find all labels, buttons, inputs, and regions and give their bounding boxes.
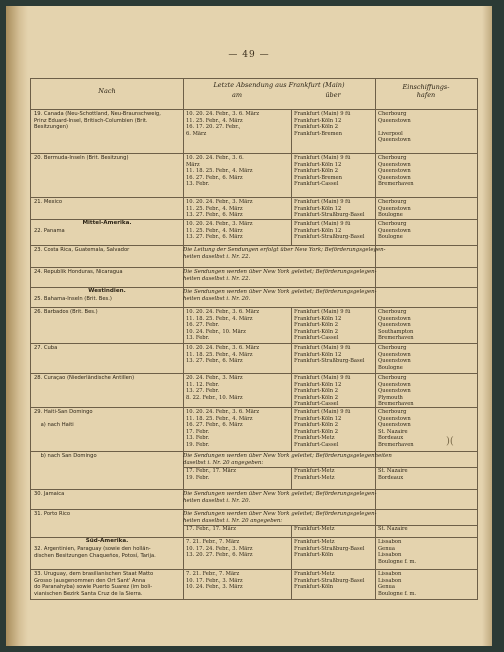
- dispatch-route: Frankfurt-Metz Frankfurt-Metz: [294, 468, 335, 481]
- country-name: 19. Canada (Neu-Schottland, Neu-Braunschweig, Prinz Eduard-Insel, Britisch-Columbien (Brit. Besitzungen): [34, 111, 161, 131]
- embarkation-port: Cherbourg Queenstown Queenstown Boulogne: [378, 345, 411, 371]
- col-divider: [375, 525, 376, 537]
- embarkation-port: Cherbourg Queenstown Liverpool Queenstown: [378, 111, 411, 144]
- dispatch-dates: 10. 20. 24. Febr., 3. 6. März 11. 18. 25. Febr., 4. März 16. 27. Febr., 6. März 17. Febr. 13. Febr. 19. Febr.: [186, 409, 260, 448]
- country-name: 29. Haiti-San Domingo a) nach Haiti: [34, 409, 93, 429]
- routing-note: Die Sendungen werden über New York geleitet; Beförderungsgelegenheiten daselbst i. Nr. 20 angegeben:: [183, 453, 392, 466]
- header-port: Einschiffungs- hafen: [402, 83, 450, 99]
- country-name: 31. Porto Rico: [34, 511, 71, 517]
- col-divider: [291, 569, 292, 599]
- row-divider: [31, 451, 477, 452]
- section-heading: Süd-Amerika.: [85, 538, 129, 544]
- country-name: 33. Uruguay, dem brasilianischen Staat Matto Grosso (ausgenommen den Ort Sant' Anna do Paranahyba) sowie Puerto Suarez (im boli- vianischen Bezirk Santa Cruz de la Sierra.: [34, 571, 154, 597]
- col-divider: [291, 467, 292, 489]
- dispatch-route: Frankfurt (Main) 9 fü Frankfurt-Köln 12 Frankfurt-Köln 2 Frankfurt-Köln 2 Frankfurt-Metz Frankfurt-Cassel: [294, 409, 351, 448]
- embarkation-port: Cherbourg Queenstown Queenstown Queenstown Bremerhaven: [378, 155, 414, 188]
- col-divider: [291, 197, 292, 219]
- dispatch-route: Frankfurt-Metz Frankfurt-Straßburg-Basel Frankfurt-Köln: [294, 539, 365, 559]
- embarkation-port: Lissabon Genua Lissabon Boulogne f. m.: [378, 539, 417, 565]
- document-page: [6, 6, 492, 646]
- dispatch-dates: 7. 21. Febr., 7. März 10. 17. 24. Febr., 3. März 13. 20. 27. Febr., 6. März: [186, 539, 253, 559]
- country-name: 23. Costa Rica, Guatemala, Salvador: [34, 247, 130, 253]
- dispatch-dates: 10. 20. 24. Febr., 3. 6. März 11. 18. 25. Febr., 4. März 13. 27. Febr., 6. März: [186, 345, 260, 365]
- routing-note: Die Sendungen werden über New York geleitet; Beförderungsgelegen- heiten daselbst i. Nr. 20.: [183, 491, 377, 504]
- col-divider: [291, 525, 292, 537]
- embarkation-port: St. Nazaire: [378, 526, 408, 532]
- row-divider: [31, 307, 477, 308]
- embarkation-port: Cherbourg Queenstown Queenstown St. Nazaire Bordeaux Bremerhaven: [378, 409, 414, 448]
- embarkation-port: Cherbourg Queenstown Boulogne: [378, 199, 411, 219]
- dispatch-route: Frankfurt (Main) 9 fü Frankfurt-Köln 12 Frankfurt-Köln 2 Frankfurt-Bremen Frankfurt-Cassel: [294, 155, 351, 188]
- page-number: — 49 —: [228, 50, 270, 60]
- dispatch-dates: 10. 20. 24. Febr., 3. 6. März 11. 25. Febr., 4. März 16. 17. 20. 27. Febr., 6. März: [186, 111, 260, 137]
- country-name: 21. Mexico: [34, 199, 63, 205]
- row-divider: [31, 599, 477, 600]
- country-name: 22. Panama: [34, 228, 65, 234]
- row-divider: [31, 267, 477, 268]
- dispatch-route: Frankfurt (Main) 9 fü Frankfurt-Köln 12 Frankfurt-Köln 2 Frankfurt-Bremen: [294, 111, 351, 137]
- section-heading: Mittel-Amerika.: [82, 220, 132, 226]
- dispatch-route: Frankfurt (Main) 9 fü Frankfurt-Köln 12 Frankfurt-Köln 2 Frankfurt-Köln 2 Frankfurt-Cassel: [294, 375, 351, 407]
- country-name: 24. Republik Honduras, Nicaragua: [34, 269, 123, 275]
- embarkation-port: Lissabon Lissabon Genua Boulogne f. m.: [378, 571, 417, 597]
- dispatch-dates: 10. 20. 24. Febr., 3. 6. März 11. 18. 25. Febr., 4. März 16. 27. Febr. 10. 24. Febr., 10. März 13. Febr.: [186, 309, 260, 342]
- dispatch-route: Frankfurt (Main) 9 fü Frankfurt-Köln 12 Frankfurt-Straßburg-Basel: [294, 345, 365, 365]
- row-divider: [31, 197, 477, 198]
- country-name: 30. Jamaica: [34, 491, 65, 497]
- page-edge: [482, 6, 492, 646]
- dispatch-dates: 17. Febr., 17. März: [186, 526, 236, 532]
- row-divider: [31, 153, 477, 154]
- country-name: 25. Bahama-Inseln (Brit. Bes.): [34, 296, 112, 302]
- section-heading: Westindien.: [88, 288, 126, 294]
- dispatch-dates: 20. 24. Febr., 3. März 11. 12. Febr. 13. 27. Febr. 8. 22. Febr., 10. März: [186, 375, 243, 401]
- country-name: b) nach San Domingo: [34, 453, 97, 459]
- col-divider: [291, 219, 292, 245]
- header-via: über: [325, 91, 341, 99]
- row-divider: [31, 245, 477, 246]
- embarkation-port: St. Nazaire Bordeaux: [378, 468, 408, 481]
- col-divider: [291, 373, 292, 407]
- row-divider: [31, 569, 477, 570]
- row-divider: [31, 489, 477, 490]
- dispatch-route: Frankfurt (Main) 9 fü Frankfurt-Köln 12 Frankfurt-Straßburg-Basel: [294, 221, 365, 241]
- routing-note: Die Sendungen werden über New York geleitet; Beförderungsgelegen- heiten daselbst i. Nr. 20.: [183, 289, 377, 302]
- dispatch-dates: 17. Febr., 17. März 19. Febr.: [186, 468, 236, 481]
- col-divider: [375, 467, 376, 489]
- book-spine: [6, 6, 28, 646]
- country-name: 27. Cuba: [34, 345, 58, 351]
- routing-note: Die Leitung der Sendungen erfolgt über New York; Beförderungsgelegen- heiten daselbst i. Nr. 22.: [183, 247, 386, 260]
- row-divider: [31, 407, 477, 408]
- routing-note: Die Sendungen werden über New York geleitet; Beförderungsgelegen- heiten daselbst i. Nr. 20 angegeben:: [183, 511, 377, 524]
- row-divider: [31, 373, 477, 374]
- col-divider: [291, 537, 292, 569]
- header-divider: [31, 109, 477, 110]
- header-date: am: [231, 91, 243, 99]
- country-name: 20. Bermuda-Inseln (Brit. Besitzung): [34, 155, 129, 161]
- header-last-dispatch: Letzte Absendung aus Frankfurt (Main): [213, 81, 345, 89]
- col-divider: [291, 407, 292, 451]
- header-destination: Nach: [98, 87, 116, 95]
- country-name: 26. Barbados (Brit. Bes.): [34, 309, 98, 315]
- dispatch-dates: 10. 20. 24. Febr., 3. März 11. 25. Febr., 4. März 13. 27. Febr., 6. März: [186, 221, 253, 241]
- dispatch-route: Frankfurt (Main) 9 fü Frankfurt-Köln 12 Frankfurt-Köln 2 Frankfurt-Köln 2 Frankfurt-Cassel: [294, 309, 351, 342]
- margin-mark: )(: [446, 436, 454, 447]
- embarkation-port: Cherbourg Queenstown Boulogne: [378, 221, 411, 241]
- dispatch-route: Frankfurt (Main) 9 fü Frankfurt-Köln 12 Frankfurt-Straßburg-Basel: [294, 199, 365, 219]
- col-divider: [291, 109, 292, 153]
- row-divider: [31, 509, 477, 510]
- dispatch-dates: 10. 20. 24. Febr., 3. März 11. 25. Febr., 4. März 13. 27. Febr., 6. März: [186, 199, 253, 219]
- col-divider: [291, 343, 292, 373]
- mail-schedule-table: [30, 78, 478, 600]
- country-name: 32. Argentinien, Paraguay (sowie den hollän- dischen Besitzungen Chaqueños, Potosí, Tarija.: [34, 546, 156, 559]
- embarkation-port: Cherbourg Queenstown Queenstown Plymouth Bremerhaven: [378, 375, 414, 407]
- dispatch-route: Frankfurt-Metz: [294, 526, 335, 532]
- embarkation-port: Cherbourg Queenstown Queenstown Southampton Bremerhaven: [378, 309, 414, 342]
- dispatch-dates: 10. 20. 24. Febr., 3. 6. März 11. 18. 25. Febr., 4. März 16. 27. Febr., 6. März 13. Febr.: [186, 155, 253, 188]
- col-divider: [291, 153, 292, 197]
- routing-note: Die Sendungen werden über New York geleitet; Beförderungsgelegen- heiten daselbst i. Nr. 22.: [183, 269, 377, 282]
- dispatch-route: Frankfurt-Metz Frankfurt-Straßburg-Basel Frankfurt-Köln: [294, 571, 365, 591]
- country-name: 28. Curaçao (Niederländische Antillen): [34, 375, 135, 381]
- row-divider: [31, 343, 477, 344]
- col-divider: [291, 307, 292, 343]
- dispatch-dates: 7. 21. Febr., 7. März 10. 17. Febr., 3. März 10. 24. Febr., 3. März: [186, 571, 243, 591]
